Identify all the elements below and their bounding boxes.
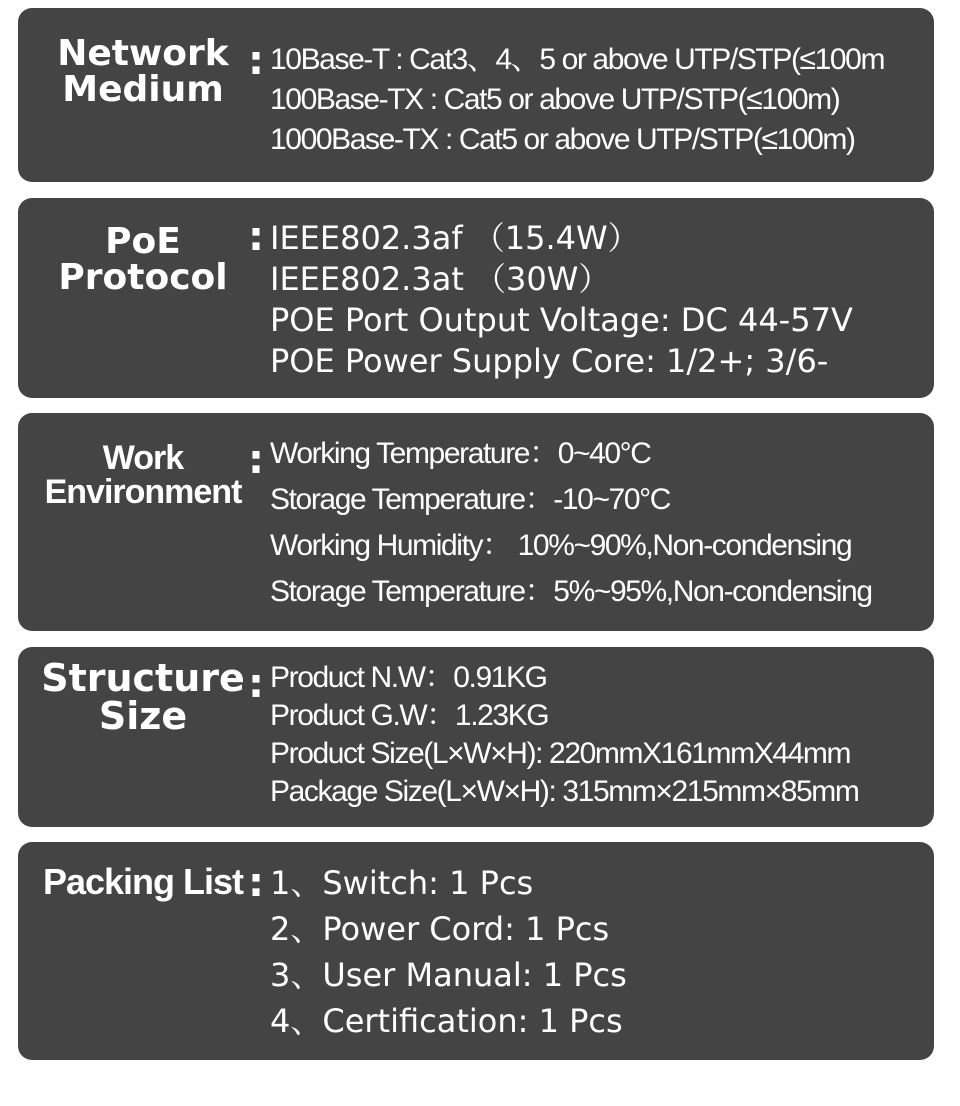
spec-lines xyxy=(270,40,928,160)
spec-line: Package Size(L×W×H): 315mm×215mm×85mm xyxy=(270,775,859,808)
spec-line: IEEE802.3af （15.4W） xyxy=(270,219,640,257)
spec-line: Working Humidity： 10%~90%,Non-condensing xyxy=(270,529,852,562)
spec-line: 1、Switch: 1 Pcs xyxy=(270,864,534,902)
spec-panel-network-medium xyxy=(18,8,934,182)
spec-panel-packing-list xyxy=(18,842,934,1060)
spec-panel-poe-protocol xyxy=(18,198,934,398)
label-colon: : xyxy=(248,38,264,84)
spec-line: POE Port Output Voltage: DC 44-57V xyxy=(270,301,853,339)
spec-line: 2、Power Cord: 1 Pcs xyxy=(270,910,610,948)
spec-line: 1000Base-TX : Cat5 or above UTP/STP(≤100m) xyxy=(270,123,855,156)
label-colon: : xyxy=(248,437,264,483)
spec-panel-work-environment xyxy=(18,413,934,631)
spec-lines xyxy=(270,218,928,382)
spec-line: IEEE802.3at （30W） xyxy=(270,260,611,298)
section-label: Work Environment xyxy=(44,439,242,511)
section-label: Network Medium xyxy=(57,33,229,110)
section-label: PoE Protocol xyxy=(58,221,228,298)
spec-line: 4、Certification: 1 Pcs xyxy=(270,1002,623,1040)
section-label: Structure Size xyxy=(41,656,245,738)
label-colon: : xyxy=(248,214,264,260)
spec-line: Product G.W：1.23KG xyxy=(270,699,549,732)
spec-line: Storage Temperature：-10~70°C xyxy=(270,483,670,516)
label-colon: : xyxy=(248,661,264,707)
spec-line: 100Base-TX : Cat5 or above UTP/STP(≤100m) xyxy=(270,83,840,116)
section-label: Packing List xyxy=(42,861,244,902)
spec-line: POE Power Supply Core: 1/2+; 3/6- xyxy=(270,342,829,380)
spec-lines xyxy=(270,659,928,811)
spec-lines xyxy=(270,431,928,615)
spec-line: Storage Temperature：5%~95%,Non-condensing xyxy=(270,575,872,608)
spec-lines xyxy=(270,860,928,1044)
spec-line: Working Temperature：0~40°C xyxy=(270,437,651,470)
label-colon: : xyxy=(248,860,264,906)
spec-line: 3、User Manual: 1 Pcs xyxy=(270,956,627,994)
spec-line: Product Size(L×W×H): 220mmX161mmX44mm xyxy=(270,737,851,770)
spec-line: 10Base-T : Cat3、4、5 or above UTP/STP(≤100m xyxy=(270,43,885,76)
spec-panel-structure-size xyxy=(18,647,934,827)
spec-line: Product N.W：0.91KG xyxy=(270,661,547,694)
